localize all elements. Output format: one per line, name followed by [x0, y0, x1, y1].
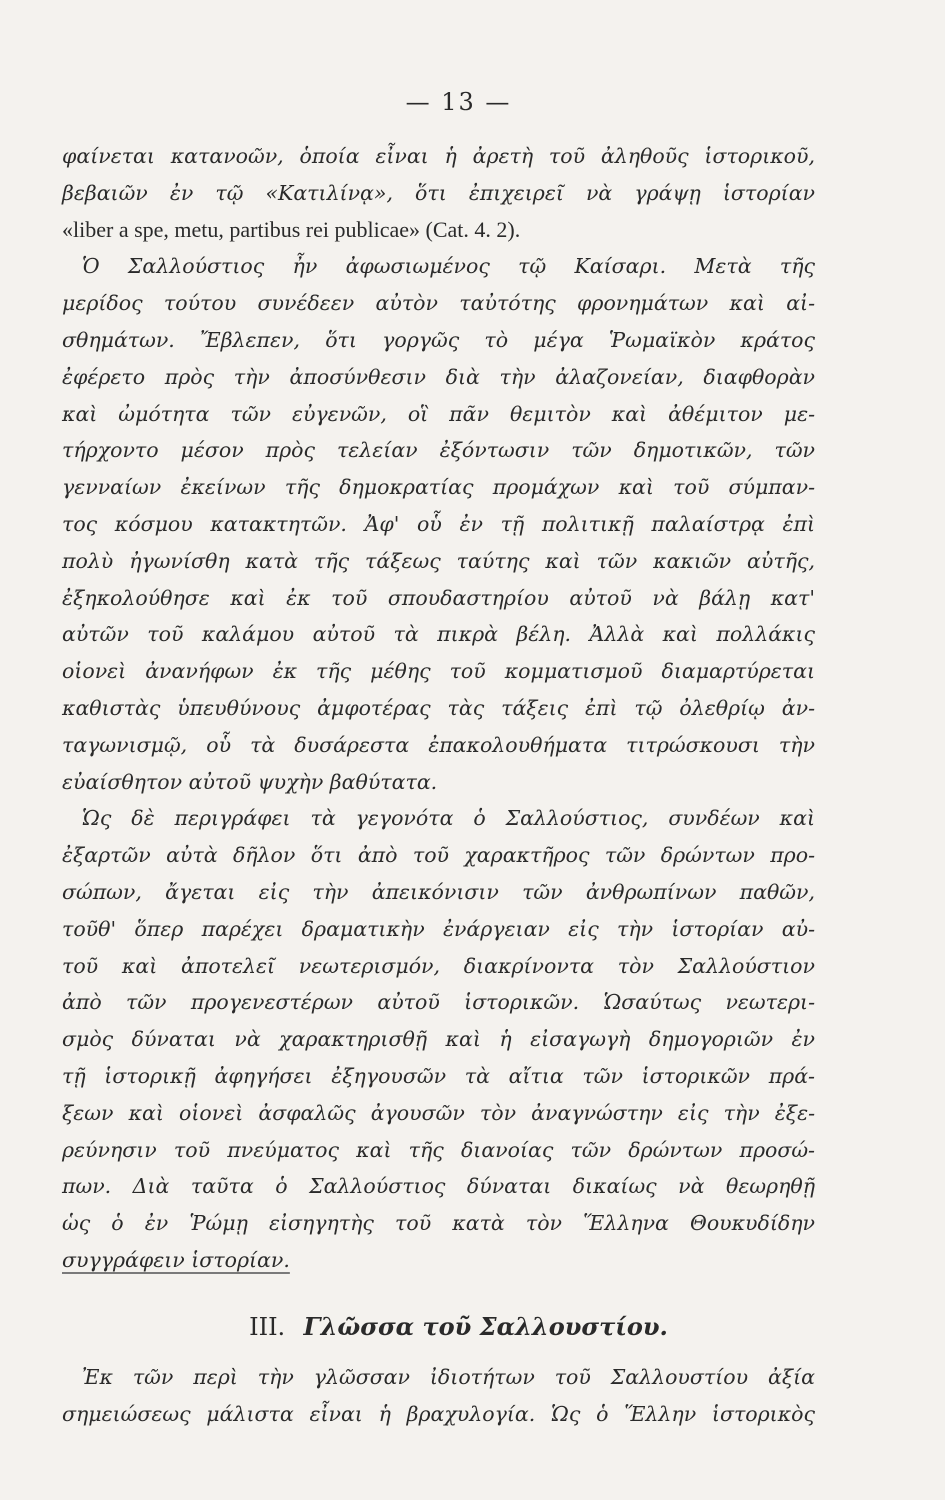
- paragraph-3: [62, 800, 815, 1278]
- text-line: ἐξαρτῶν αὐτὰ δῆλον ὅτι ἀπὸ τοῦ χαρακτῆρος τῶν δρώντων προ-: [62, 843, 815, 868]
- section-title: Γλῶσσα τοῦ Σαλλουστίου.: [303, 1311, 668, 1341]
- text-line: πολὺ ἠγωνίσθη κατὰ τῆς τάξεως ταύτης καὶ τῶν κακιῶν αὐτῆς,: [62, 548, 815, 573]
- text-line: συγγράφειν ἱστορίαν.: [62, 1247, 290, 1272]
- text-line: σμὸς δύναται νὰ χαρακτηρισθῇ καὶ ἡ εἰσαγωγὴ δημογοριῶν ἐν: [62, 1027, 815, 1052]
- text-line: σθημάτων. Ἔβλεπεν, ὅτι γοργῶς τὸ μέγα Ῥωμαϊκὸν κράτος: [62, 327, 815, 352]
- text-line: ὡς ὁ ἐν Ῥώμῃ εἰσηγητὴς τοῦ κατὰ τὸν Ἕλληνα Θουκυδίδην: [62, 1211, 815, 1236]
- page-number: — 13 —: [405, 88, 512, 116]
- text-line: πων. Διὰ ταῦτα ὁ Σαλλούστιος δύναται δικαίως νὰ θεωρηθῇ: [62, 1174, 815, 1199]
- text-line: φαίνεται κατανοῶν, ὁποία εἶναι ἡ ἀρετὴ τοῦ ἀληθοῦς ἱστορικοῦ,: [62, 144, 815, 168]
- text-line: ρεύνησιν τοῦ πνεύματος καὶ τῆς διανοίας τῶν δρώντων προσώ-: [62, 1137, 815, 1162]
- text-line: γενναίων ἐκείνων τῆς δημοκρατίας προμάχων καὶ τοῦ σύμπαν-: [62, 475, 815, 500]
- text-line: καὶ ὠμότητα τῶν εὐγενῶν, οἳ πᾶν θεμιτὸν καὶ ἀθέμιτον με-: [62, 401, 815, 426]
- text-line: μερίδος τούτου συνέδεεν αὐτὸν ταὐτότης φρονημάτων καὶ αἰ-: [62, 291, 815, 316]
- text-line: τοῦ καὶ ἀποτελεῖ νεωτερισμόν, διακρίνοντα τὸν Σαλλούστιον: [62, 953, 815, 978]
- text-line: ταγωνισμῷ, οὗ τὰ δυσάρεστα ἐπακολουθήματα τιτρώσκουσι τὴν: [62, 732, 815, 757]
- text-line: εὐαίσθητον αὐτοῦ ψυχὴν βαθύτατα.: [62, 769, 438, 794]
- text-line: Ὁ Σαλλούστιος ἦν ἀφωσιωμένος τῷ Καίσαρι. Μετὰ τῆς: [82, 254, 815, 279]
- text-line: τος κόσμου κατακτητῶν. Ἀφ' οὗ ἐν τῇ πολιτικῇ παλαίστρᾳ ἐπὶ: [62, 511, 815, 536]
- text-line: τήρχοντο μέσον πρὸς τελείαν ἐξόντωσιν τῶν δημοτικῶν, τῶν: [62, 438, 815, 463]
- paragraph-1: [62, 138, 815, 248]
- text-line: «liber a spe, metu, partibus rei publicae» (Cat. 4. 2).: [62, 216, 521, 242]
- section-heading: [62, 1307, 815, 1347]
- paragraph-2: [62, 248, 815, 800]
- text-line: ξεων καὶ οἱονεὶ ἀσφαλῶς ἀγουσῶν τὸν ἀναγνώστην εἰς τὴν ἐξε-: [62, 1100, 815, 1125]
- text-line: σημειώσεως μάλιστα εἶναι ἡ βραχυλογία. Ὡς ὁ Ἕλλην ἱστορικὸς: [62, 1401, 815, 1426]
- text-line: Ἐκ τῶν περὶ τὴν γλῶσσαν ἰδιοτήτων τοῦ Σαλλουστίου ἀξία: [82, 1364, 815, 1389]
- text-line: ἐξηκολούθησε καὶ ἐκ τοῦ σπουδαστηρίου αὐτοῦ νὰ βάλῃ κατ': [62, 585, 815, 610]
- text-line: οἱονεὶ ἀνανήφων ἐκ τῆς μέθης τοῦ κομματισμοῦ διαμαρτύρεται: [62, 659, 815, 684]
- text-line: τοῦθ' ὅπερ παρέχει δραματικὴν ἐνάργειαν εἰς τὴν ἱστορίαν αὐ-: [62, 916, 815, 941]
- text-line: βεβαιῶν ἐν τῷ «Κατιλίνᾳ», ὅτι ἐπιχειρεῖ νὰ γράψῃ ἱστορίαν: [62, 180, 815, 205]
- text-line: τῇ ἱστορικῇ ἀφηγήσει ἐξηγουσῶν τὰ αἴτια τῶν ἱστορικῶν πρά-: [62, 1063, 815, 1088]
- paragraph-4: [62, 1359, 815, 1433]
- text-line: ἐφέρετο πρὸς τὴν ἀποσύνθεσιν διὰ τὴν ἀλαζονείαν, διαφθορὰν: [62, 364, 815, 389]
- section-number: III.: [249, 1312, 286, 1341]
- text-line: αὐτῶν τοῦ καλάμου αὐτοῦ τὰ πικρὰ βέλη. Ἀλλὰ καὶ πολλάκις: [62, 622, 815, 647]
- text-line: Ὡς δὲ περιγράφει τὰ γεγονότα ὁ Σαλλούστιος, συνδέων καὶ: [82, 806, 815, 831]
- text-line: καθιστὰς ὑπευθύνους ἀμφοτέρας τὰς τάξεις ἐπὶ τῷ ὀλεθρίῳ ἀν-: [62, 695, 815, 720]
- text-line: ἀπὸ τῶν προγενεστέρων αὐτοῦ ἱστορικῶν. Ὡσαύτως νεωτερι-: [62, 990, 815, 1015]
- text-line: σώπων, ἄγεται εἰς τὴν ἀπεικόνισιν τῶν ἀνθρωπίνων παθῶν,: [62, 879, 815, 904]
